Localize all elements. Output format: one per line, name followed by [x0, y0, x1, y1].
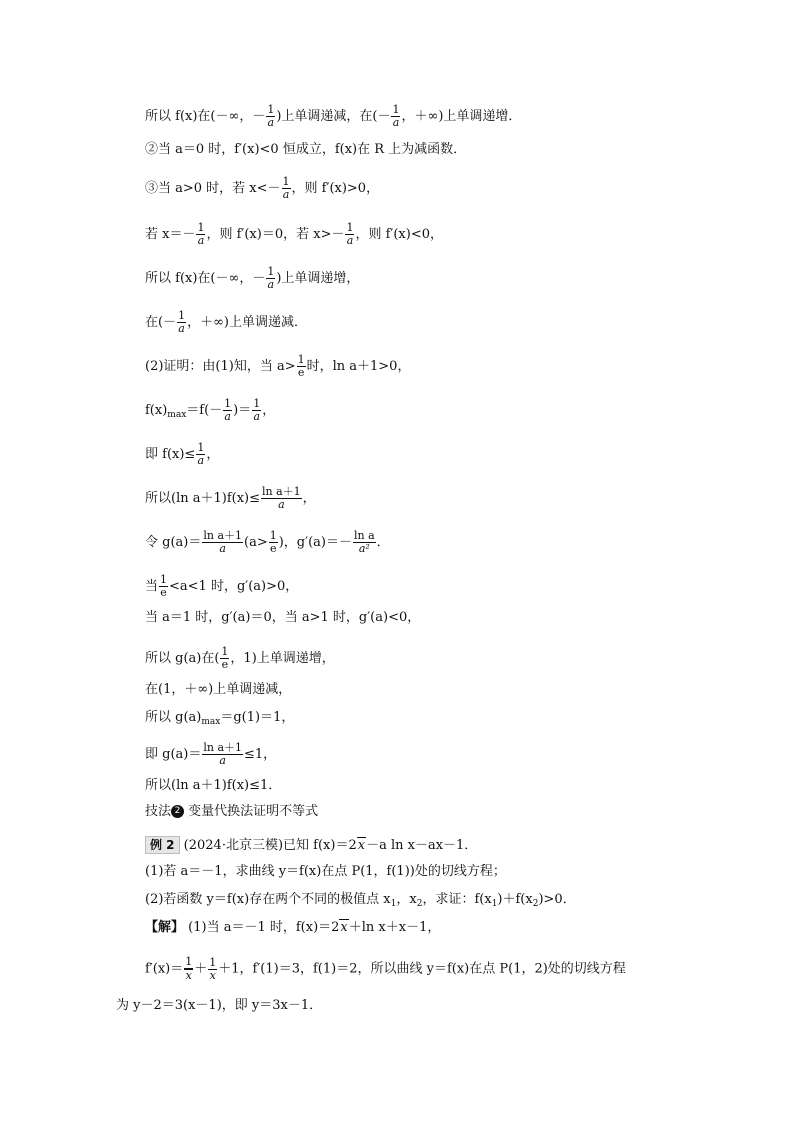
sqrt: x	[357, 838, 366, 853]
tangent-line-result: 为 y－2＝3(x－1)，即 y＝3x－1．	[116, 998, 323, 1013]
line-case-a-zero: ②当 a＝0 时，f′(x)<0 恒成立，f(x)在 R 上为减函数．	[145, 142, 467, 157]
line-fmax: $f(x)_{max}=f(-$ $\frac{1}{a}$ )＝ $\frac{1}{a}$ ，	[145, 397, 276, 423]
line-f-bound: 即 f(x)≤ $\frac{1}{a}$ ，	[145, 441, 220, 467]
line-decreasing-interval: 在(－ $\frac{1}{a}$ ，＋∞)上单调递减．	[145, 309, 307, 335]
line-product-bound: 所以(ln a＋1)f(x)≤ $\frac{\text{ln a＋1}}{a}$ ，	[145, 485, 316, 511]
line-critical-point: 若 x＝－ $\frac{1}{a}$ ，则 f′(x)＝0，若 x>－ $\frac{1}{a}$ ，则 f′(x)<0，	[145, 221, 444, 247]
line-increasing-interval: 所以 f(x)在(－∞，－ $\frac{1}{a}$ )上单调递增，	[145, 265, 360, 291]
solution-tag: 【解】	[145, 920, 185, 935]
fraction: $\frac{1}{a}$	[282, 175, 290, 201]
line-g-bound: 即 g(a)＝ $\frac{\text{ln a＋1}}{a}$ ≤1，	[145, 741, 277, 767]
fraction: $\frac{1}{e}$	[269, 529, 277, 555]
fraction: $\frac{\text{ln a＋1}}{a}$	[262, 485, 301, 511]
question-2: (2)若函数 y＝f(x)存在两个不同的极值点 $x_1$，$x_2$，求证：$f(x_1)+f(x_2)>0$．	[145, 892, 576, 909]
fraction: $\frac{1}{a}$	[197, 221, 205, 247]
line-g-derivative-sign: 当 a＝1 时，g′(a)＝0，当 a>1 时，g′(a)<0，	[145, 610, 421, 625]
fraction: $\frac{1}{a}$	[197, 441, 205, 467]
line-define-g: 令 g(a)＝ $\frac{\text{ln a＋1}}{a}$ (a> $\frac{1}{e}$ )，g′(a)＝－ $\frac{\text{ln a}}{\text{a²}}$ ．	[145, 529, 390, 555]
fraction: $\frac{\text{ln a＋1}}{a}$	[203, 529, 243, 555]
line-monotonic-decrease-increase: 所以 f(x)在(－∞，－ $\frac{1}{a}$ )上单调递减，在(－ $\frac{1}{a}$ ，＋∞)上单调递增．	[145, 103, 522, 129]
question-1: (1)若 a＝－1，求曲线 y＝f(x)在点 P(1，f(1))处的切线方程；	[145, 864, 506, 879]
line-g-monotonic: 所以 g(a)在( $\frac{1}{e}$ ，1)上单调递增，	[145, 645, 335, 671]
line-gmax: 所以 $g(a)_{max}=g(1)=1$，	[145, 710, 295, 727]
fraction: $\frac{1}{a}$	[346, 221, 354, 247]
line-g-decreasing: 在(1，＋∞)上单调递减，	[145, 682, 292, 697]
technique-heading: 技法 2 变量代换法证明不等式	[145, 804, 319, 819]
fraction: $\frac{1}{e}$	[160, 573, 168, 599]
fraction: $\frac{1}{a}$	[392, 103, 400, 129]
solution-start: 【解】 (1)当 a＝－1 时，f(x)＝2x＋ln x＋x－1，	[145, 920, 441, 935]
fraction: $\frac{\text{ln a＋1}}{a}$	[203, 741, 243, 767]
fraction: $\frac{1}{a}$	[178, 309, 186, 335]
fraction: $\frac{\text{ln a}}{\text{a²}}$	[353, 529, 375, 555]
fraction: $\frac{1}{a}$	[224, 397, 232, 423]
fraction: $\frac{1}{a}$	[267, 265, 275, 291]
derivative-line: f′(x)＝ $\frac{1}{x}$ ＋ $\frac{1}{x}$ ＋1，f′(1)＝3，f(1)＝2，所以曲线 y＝f(x)在点 P(1，2)处的切线方程	[145, 955, 626, 982]
example-tag: 例 2	[145, 836, 180, 854]
line-conclusion: 所以(ln a＋1)f(x)≤1．	[145, 778, 282, 793]
line-case-a-positive: ③当 a>0 时，若 x<－ $\frac{1}{a}$ ，则 f′(x)>0，	[145, 175, 380, 201]
fraction: $\frac{1}{e}$	[221, 645, 229, 671]
example-2-statement: 例 2 (2024·北京三模)已知 f(x)＝2x－a ln x－ax－1．	[145, 836, 477, 854]
fraction: $\frac{1}{x}$	[185, 955, 193, 982]
number-badge: 2	[171, 805, 184, 818]
fraction: $\frac{1}{a}$	[267, 103, 275, 129]
fraction: $\frac{1}{a}$	[253, 397, 261, 423]
fraction: $\frac{1}{x}$	[209, 955, 217, 982]
line-proof-start: (2)证明：由(1)知，当 a> $\frac{1}{e}$ 时，ln a＋1>0，	[145, 353, 411, 379]
line-g-increasing: 当 $\frac{1}{e}$ <a<1 时，g′(a)>0，	[145, 573, 299, 599]
fraction: $\frac{1}{e}$	[297, 353, 305, 379]
sqrt: x	[340, 920, 348, 935]
